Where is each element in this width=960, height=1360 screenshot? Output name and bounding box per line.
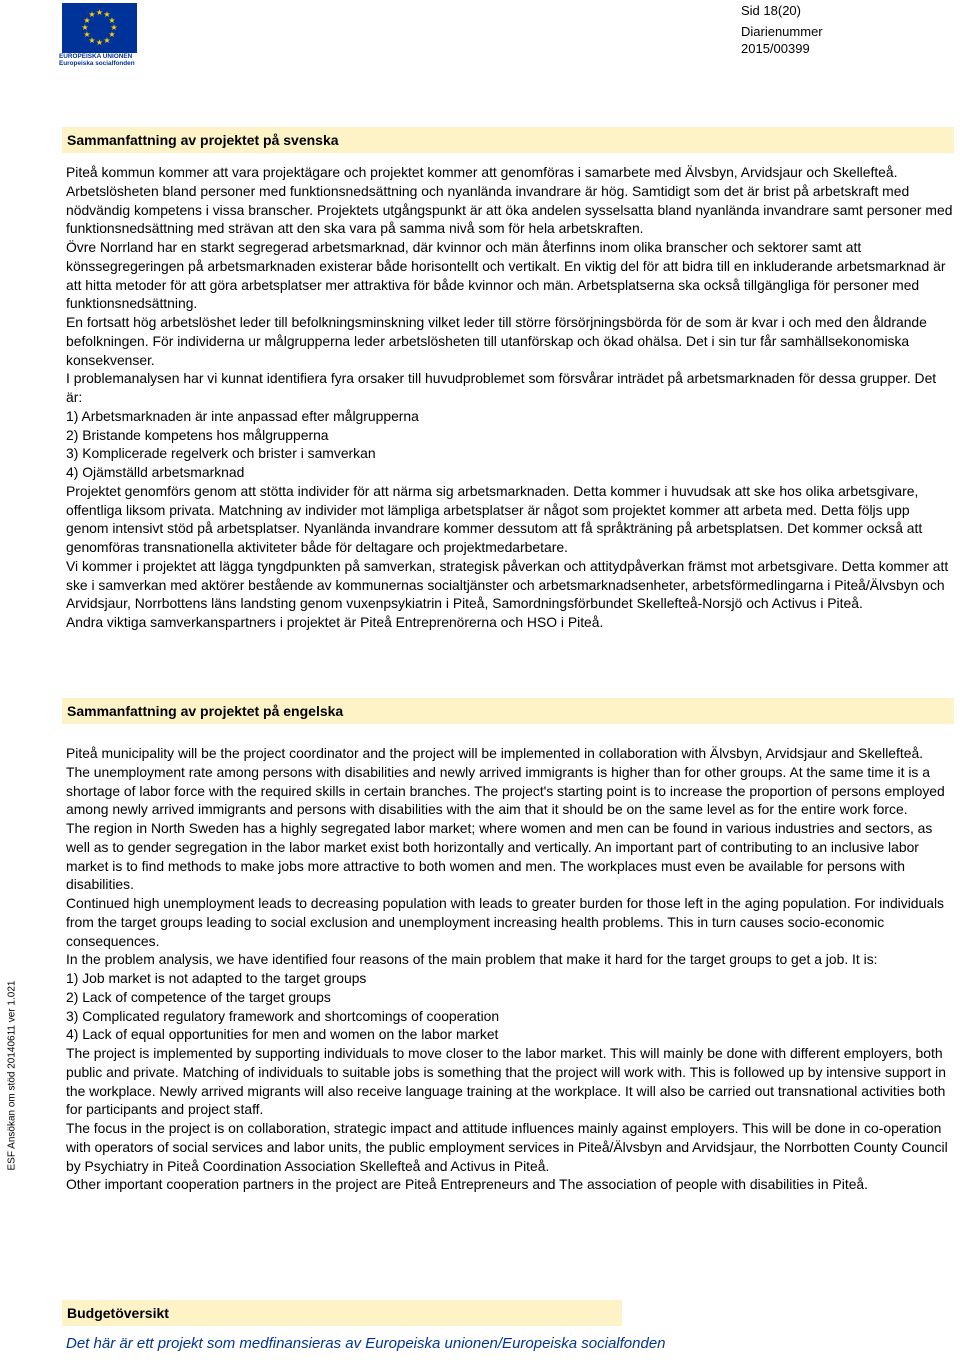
diary-number: 2015/00399 bbox=[741, 41, 810, 56]
svg-text:★: ★ bbox=[95, 38, 104, 47]
svg-text:★: ★ bbox=[81, 23, 89, 32]
en-list-item: 1) Job market is not adapted to the target groups bbox=[66, 970, 367, 986]
budget-heading: Budgetöversikt bbox=[62, 1300, 622, 1326]
en-paragraph: The project is implemented by supporting individuals to move closer to the labor market. This will mainly be done with different employers, both public and private. Matching of individuals to suitable jobs is something that the project will work with. This is followed up by intensive support in the workplace. Newly arrived migrants will also receive language training at the workplace. It will also be carried out transnational activities both for participants and project staff. bbox=[66, 1045, 946, 1118]
en-paragraph: In the problem analysis, we have identified four reasons of the main problem that make it hard for the target groups to get a job. It is: bbox=[66, 951, 878, 968]
page-number: Sid 18(20) bbox=[741, 3, 801, 18]
logo-line-1: EUROPEISKA UNIONEN bbox=[59, 53, 133, 60]
footer-cofinancing-note: Det här är ett projekt som medfinansieras av Europeiska unionen/Europeiska socialfonden bbox=[66, 1335, 666, 1352]
swedish-summary-text bbox=[66, 163, 954, 632]
sv-list-item: 3) Komplicerade regelverk och brister i samverkan bbox=[66, 445, 376, 462]
sv-list-item: 1) Arbetsmarknaden är inte anpassad efter målgrupperna bbox=[66, 407, 419, 424]
svg-text:★: ★ bbox=[108, 16, 116, 25]
svg-text:★: ★ bbox=[83, 30, 91, 39]
svg-text:★: ★ bbox=[110, 23, 118, 32]
diary-label: Diarienummer bbox=[741, 24, 823, 39]
svg-text:★: ★ bbox=[88, 36, 96, 45]
logo-line-2: Europeiska socialfonden bbox=[59, 59, 135, 67]
sv-paragraph: I problemanalysen har vi kunnat identifiera fyra orsaker till huvudproblemet som försvårar inträdet på arbetsmarknaden för dessa grupper. Det är: bbox=[66, 370, 937, 405]
eu-stars-icon bbox=[62, 3, 137, 53]
en-list-item: 4) Lack of equal opportunities for men and women on the labor market bbox=[66, 1026, 499, 1043]
sv-paragraph: Projektet genomförs genom att stötta individer för att närma sig arbetsmarknaden. Detta kommer i huvudsak att ske hos olika arbetsgivare, offentliga liksom privata. Matchning av individer mot lämpliga arbetsplatser är något som projektet kommer att arbeta med. Detta följs upp genom intensivt stöd på arbetsplatser. Nyanlända invandrare kommer dessutom att få språkträning på arbetsplatsen. Det kommer också att genomföras transnationella aktiviteter både för deltagare och projektmedarbetare. bbox=[66, 482, 923, 555]
english-summary-text bbox=[66, 744, 954, 1194]
en-paragraph: The unemployment rate among persons with disabilities and newly arrived immigrants is higher than for other groups. At the same time it is a shortage of labor force with the required skills in certain branches. The project's starting point is to increase the proportion of persons employed among newly arrived immigrants and persons with disabilities with the aim that it should be on the same level as for the entire work force. bbox=[66, 763, 945, 818]
en-list-item: 2) Lack of competence of the target groups bbox=[66, 988, 331, 1005]
sv-paragraph: Andra viktiga samverkanspartners i projektet är Piteå Entreprenörerna och HSO i Piteå. bbox=[66, 614, 604, 630]
en-paragraph: Continued high unemployment leads to decreasing population with leads to greater burden for those left in the aging population. For individuals from the target groups leading to social exclusion and unemployment increasing health problems. This in turn causes socio-economic consequences. bbox=[66, 895, 944, 949]
en-paragraph: Other important cooperation partners in the project are Piteå Entrepreneurs and The association of people with disabilities in Piteå. bbox=[66, 1176, 869, 1193]
svg-text:★: ★ bbox=[108, 30, 116, 39]
en-paragraph: Piteå municipality will be the project coordinator and the project will be implemented in collaboration with Älvsbyn, Arvidsjaur and Skellefteå. bbox=[66, 745, 924, 761]
side-version-text: ESF Ansökan om stöd 20140611 ver 1.021 bbox=[6, 980, 18, 1171]
svg-text:★: ★ bbox=[88, 10, 96, 19]
sv-paragraph: Arbetslösheten bland personer med funktionsnedsättning och nyanlända invandrare är hög. Samtidigt som det är brist på arbetskraft med nödvändig kompetens i vissa branscher. Projektets utgångspunkt är att öka andelen sysselsatta bland nyanlända invandrare samt personer med funktionsnedsättning med strävan att den ska vara på samma nivå som för hela arbetskraften. bbox=[66, 182, 953, 237]
eu-logo-text bbox=[59, 54, 169, 67]
en-paragraph: The focus in the project is on collaboration, strategic impact and attitude influences mainly against employers. This will be done in co-operation with operators of social services and labor units, the public employment services in Piteå/Älvsbyn and Arvidsjaur, the Norrbotten County Council by Psychiatry in Piteå Coordination Association Skellefteå and Activus in Piteå. bbox=[66, 1120, 948, 1174]
sv-paragraph: Piteå kommun kommer att vara projektägare och projektet kommer att genomföras i samarbete med Älvsbyn, Arvidsjaur och Skellefteå. bbox=[66, 164, 898, 180]
sv-paragraph: Vi kommer i projektet att lägga tyngdpunkten på samverkan, strategisk påverkan och attitydpåverkan främst mot arbetsgivare. Detta kommer att ske i samverkan med aktörer bestående av kommunernas socialtjänster och arbetsmarknadsenheter, arbetsförmedlingarna i Piteå/Älvsbyn och Arvidsjaur, Norrbottens läns landsting genom vuxenpsykiatrin i Piteå, Samordningsförbundet Skellefteå-Norsjö och Activus i Piteå. bbox=[66, 557, 949, 612]
svg-text:★: ★ bbox=[103, 10, 111, 19]
sv-paragraph: Övre Norrland har en starkt segregerad arbetsmarknad, där kvinnor och män återfinns inom olika branscher och sektorer samt att könssegregeringen på arbetsmarknaden existerar både horisontellt och vertikalt. En viktig del för att bidra till en inkluderande arbetsmarknad är att hitta metoder för att göra arbetsplatser mer attraktiva för både kvinnor och män. Arbetsplatserna ska också tillgängliga för personer med funktionsnedsättning. bbox=[66, 239, 946, 312]
sv-paragraph: En fortsatt hög arbetslöshet leder till befolkningsminskning vilket leder till större försörjningsbörda för de som är kvar i och med den åldrande befolkningen. För individerna ur målgrupperna leder arbetslösheten till utanförskap och ökad ohälsa. Det i sin tur får samhällsekonomiska konsekvenser. bbox=[66, 314, 927, 368]
en-list-item: 3) Complicated regulatory framework and shortcomings of cooperation bbox=[66, 1007, 500, 1024]
eu-flag-logo bbox=[62, 3, 137, 53]
sv-list-item: 4) Ojämställd arbetsmarknad bbox=[66, 464, 245, 480]
svg-text:★: ★ bbox=[95, 8, 104, 17]
sv-list-item: 2) Bristande kompetens hos målgrupperna bbox=[66, 426, 329, 443]
swedish-summary-heading: Sammanfattning av projektet på svenska bbox=[62, 127, 954, 153]
svg-text:★: ★ bbox=[103, 36, 111, 45]
en-paragraph: The region in North Sweden has a highly segregated labor market; where women and men can be found in various industries and sectors, as well as to gender segregation in the labor market exist both horizontally and vertically. An important part of contributing to an inclusive labor market is to find methods to make jobs more attractive to both women and men. The workplaces must even be available for persons with disabilities. bbox=[66, 820, 933, 893]
english-summary-heading: Sammanfattning av projektet på engelska bbox=[62, 698, 954, 724]
svg-text:★: ★ bbox=[83, 16, 91, 25]
